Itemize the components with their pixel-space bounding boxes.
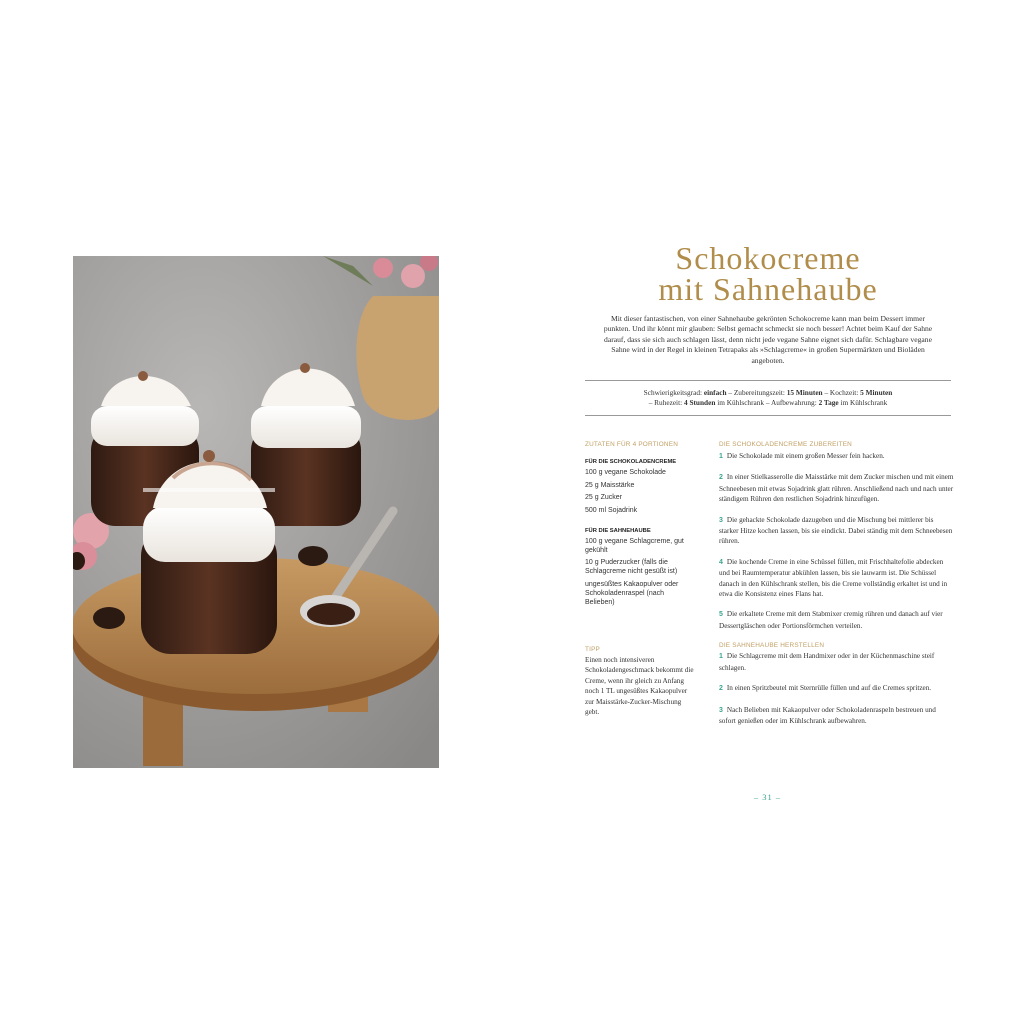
step-text: Die Schlagcreme mit dem Handmixer oder in der Küchenmaschine steif schlagen. [719, 652, 935, 672]
creme-step [719, 609, 954, 631]
step-text: Die kochende Creme in eine Schüssel füllen, mit Frischhaltefolie abdecken und bei Raumtemperatur abkühlen lassen, bis sie lauwarm ist. Die Schüssel danach in den Kühlschrank stellen, bis die Creme vollständig erkaltet ist und in etwa die Konsistenz eines Flans hat. [719, 557, 948, 599]
step-text: Die Schokolade mit einem großen Messer fein hacken. [726, 452, 885, 460]
tip-heading: TIPP [585, 645, 601, 653]
difficulty-label: Schwierigkeitsgrad: [643, 388, 703, 397]
step-number: 5 [719, 611, 723, 619]
step-text: Nach Belieben mit Kakaopulver oder Schokoladenraspeln bestreuen und sofort genießen oder im Kühlschrank aufbewahren. [719, 705, 936, 725]
cook-label: – Kochzeit: [822, 388, 859, 397]
sahne-step [719, 683, 954, 694]
storage-value: 2 Tage [818, 398, 839, 407]
ingredients-column [585, 440, 695, 718]
instructions-column [719, 440, 954, 736]
step-number: 3 [719, 706, 723, 714]
recipe-meta [585, 380, 951, 416]
step-number: 1 [719, 653, 723, 661]
ingredient-item: 100 g vegane Schlagcreme, gut gekühlt [585, 537, 684, 554]
ingredient-item: 100 g vegane Schokolade [585, 469, 666, 476]
title-line-1: Schokocreme [675, 240, 861, 276]
sahne-steps-heading: DIE SAHNEHAUBE HERSTELLEN [719, 642, 825, 650]
tip-box [585, 645, 695, 719]
dessert-illustration [73, 256, 439, 768]
title-line-2: mit Sahnehaube [658, 271, 878, 307]
tip-text: Einen noch intensiveren Schokoladengeschmack bekommt die Creme, wenn ihr gleich zu Anfang noch 1 TL ungesüßtes Kakaopulver zur Maisstärke-Zucker-Mischung gebt. [585, 655, 694, 717]
recipe-title [585, 240, 951, 307]
prep-label: – Zubereitungszeit: [726, 388, 785, 397]
page-number: – 31 – [753, 792, 782, 802]
creme-step [719, 557, 954, 600]
step-text: Die erkaltete Creme mit dem Stabmixer cremig rühren und danach auf vier Dessertgläschen oder Portionsförmchen verteilen. [719, 610, 943, 630]
dessert-photo [73, 256, 439, 768]
rest-value: 4 Stunden [683, 398, 716, 407]
rest-label: – Ruhezeit: [648, 398, 683, 407]
creme-step [719, 472, 954, 504]
rest-suffix: im Kühlschrank – Aufbewahrung: [715, 398, 817, 407]
sahne-step [719, 705, 954, 727]
intro-text: Mit dieser fantastischen, von einer Sahnehaube gekrönten Schokocreme kann man beim Dessert immer punkten. Und ihr könnt mir glauben: Selbst gemacht schmeckt sie noch besser! Achtet beim Kauf der Sahne darauf, dass sie sich auch schlagen lässt, denn nicht jede vegane Sahne eignet sich dafür. Schlagbare vegane Sahne wird in der Regel in kleinen Tetrapaks als »Schlagcreme« in großen Supermärkten und Bioläden angeboten. [603, 314, 933, 365]
storage-suffix: im Kühlschrank [838, 398, 888, 407]
sahne-step [719, 651, 954, 673]
ingredient-item: 25 g Maisstärke [585, 481, 635, 489]
step-text: In einen Spritzbeutel mit Sternrülle füllen und auf die Cremes spritzen. [726, 684, 932, 693]
creme-step [719, 515, 954, 547]
step-text: In einer Stielkasserolle die Maisstärke mit dem Zucker mischen und mit einem Schneebesen mit etwas Sojadrink glatt rühren. Anschließend nach und nach unter ständigem Rühren den restlichen Sojadrink hinzufügen. [719, 473, 954, 504]
ingredient-group-creme: FÜR DIE SCHOKOLADENCREME [585, 459, 677, 465]
cook-value: 5 Minuten [860, 388, 893, 397]
ingredients-heading: ZUTATEN FÜR 4 PORTIONEN [585, 441, 679, 448]
ingredient-item: 25 g Zucker [585, 494, 622, 501]
prep-value: 15 Minuten [786, 388, 823, 397]
step-number: 3 [719, 516, 723, 524]
ingredient-item: ungesüßtes Kakaopulver oder Schokoladenraspel (nach Belieben) [585, 580, 679, 606]
ingredient-group-sahne: FÜR DIE SAHNEHAUBE [585, 527, 651, 534]
step-text: Die gehackte Schokolade dazugeben und die Mischung bei mittlerer bis starker Hitze kochen lassen, bis sie eindickt. Dabei ständig mit dem Schneebesen rühren. [719, 515, 953, 546]
step-number: 2 [719, 685, 723, 693]
creme-steps-heading: DIE SCHOKOLADENCREME ZUBEREITEN [719, 441, 852, 448]
creme-step [719, 451, 954, 462]
step-number: 4 [719, 558, 723, 566]
difficulty-value: einfach [703, 388, 727, 397]
ingredient-item: 500 ml Sojadrink [585, 506, 638, 514]
step-number: 2 [719, 474, 723, 482]
step-number: 1 [719, 453, 723, 460]
ingredient-item: 10 g Puderzucker (falls die Schlagcreme nicht gesüßt ist) [585, 559, 678, 575]
